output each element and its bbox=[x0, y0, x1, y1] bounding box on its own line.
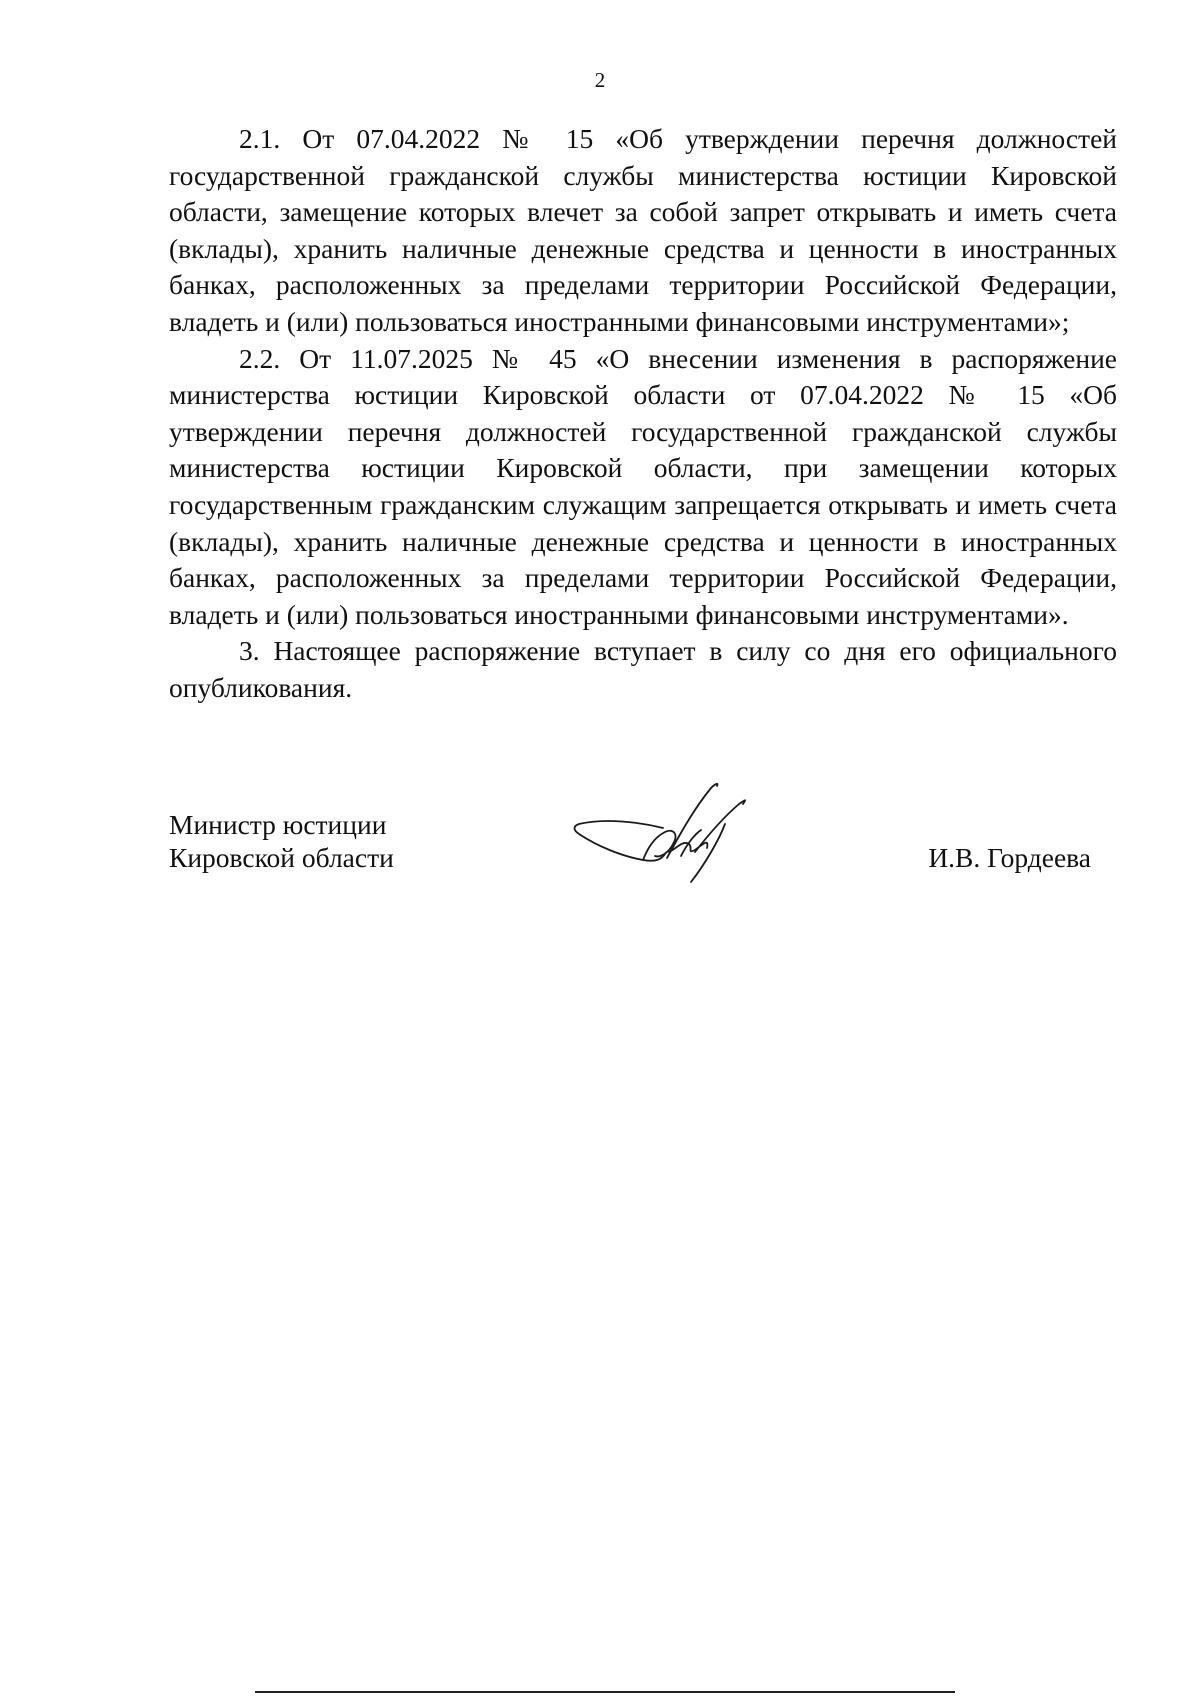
signatory-title-line-2: Кировской области bbox=[169, 842, 394, 873]
signatory-title-line-1: Министр юстиции bbox=[169, 809, 387, 840]
paragraph-3: 3. Настоящее распоряжение вступает в силу со дня его официального опубликования. bbox=[169, 635, 1117, 703]
signatory-title bbox=[169, 808, 394, 874]
handwritten-signature bbox=[569, 774, 759, 884]
paragraph-2-1: 2.1. От 07.04.2022 № 15 «Об утверждении перечня должностей государственной гражданской службы министерства юстиции Кировской области, замещение которых влечет за собой запрет открывать и иметь счета (вклады), хранить наличные денежные средства и ценности в иностранных банках, расположенных за пределами территории Российской Федерации, владеть и (или) пользоваться иностранными финансовыми инструментами»; bbox=[169, 123, 1117, 337]
signature-block bbox=[169, 808, 1117, 888]
paragraph-2-2: 2.2. От 11.07.2025 № 45 «О внесении изменения в распоряжение министерства юстиции Кировской области от 07.04.2022 № 15 «Об утверждении перечня должностей государственной гражданской службы министерства юстиции Кировской области, при замещении которых государственным гражданским служащим запрещается открывать и иметь счета (вклады), хранить наличные денежные средства и ценности в иностранных банках, расположенных за пределами территории Российской Федерации, владеть и (или) пользоваться иностранными финансовыми инструментами». bbox=[169, 342, 1117, 630]
bottom-edge-line bbox=[255, 1691, 955, 1693]
signatory-name: И.В. Гордеева bbox=[928, 842, 1091, 873]
page-number: 2 bbox=[594, 68, 606, 92]
document-body bbox=[169, 121, 1117, 707]
